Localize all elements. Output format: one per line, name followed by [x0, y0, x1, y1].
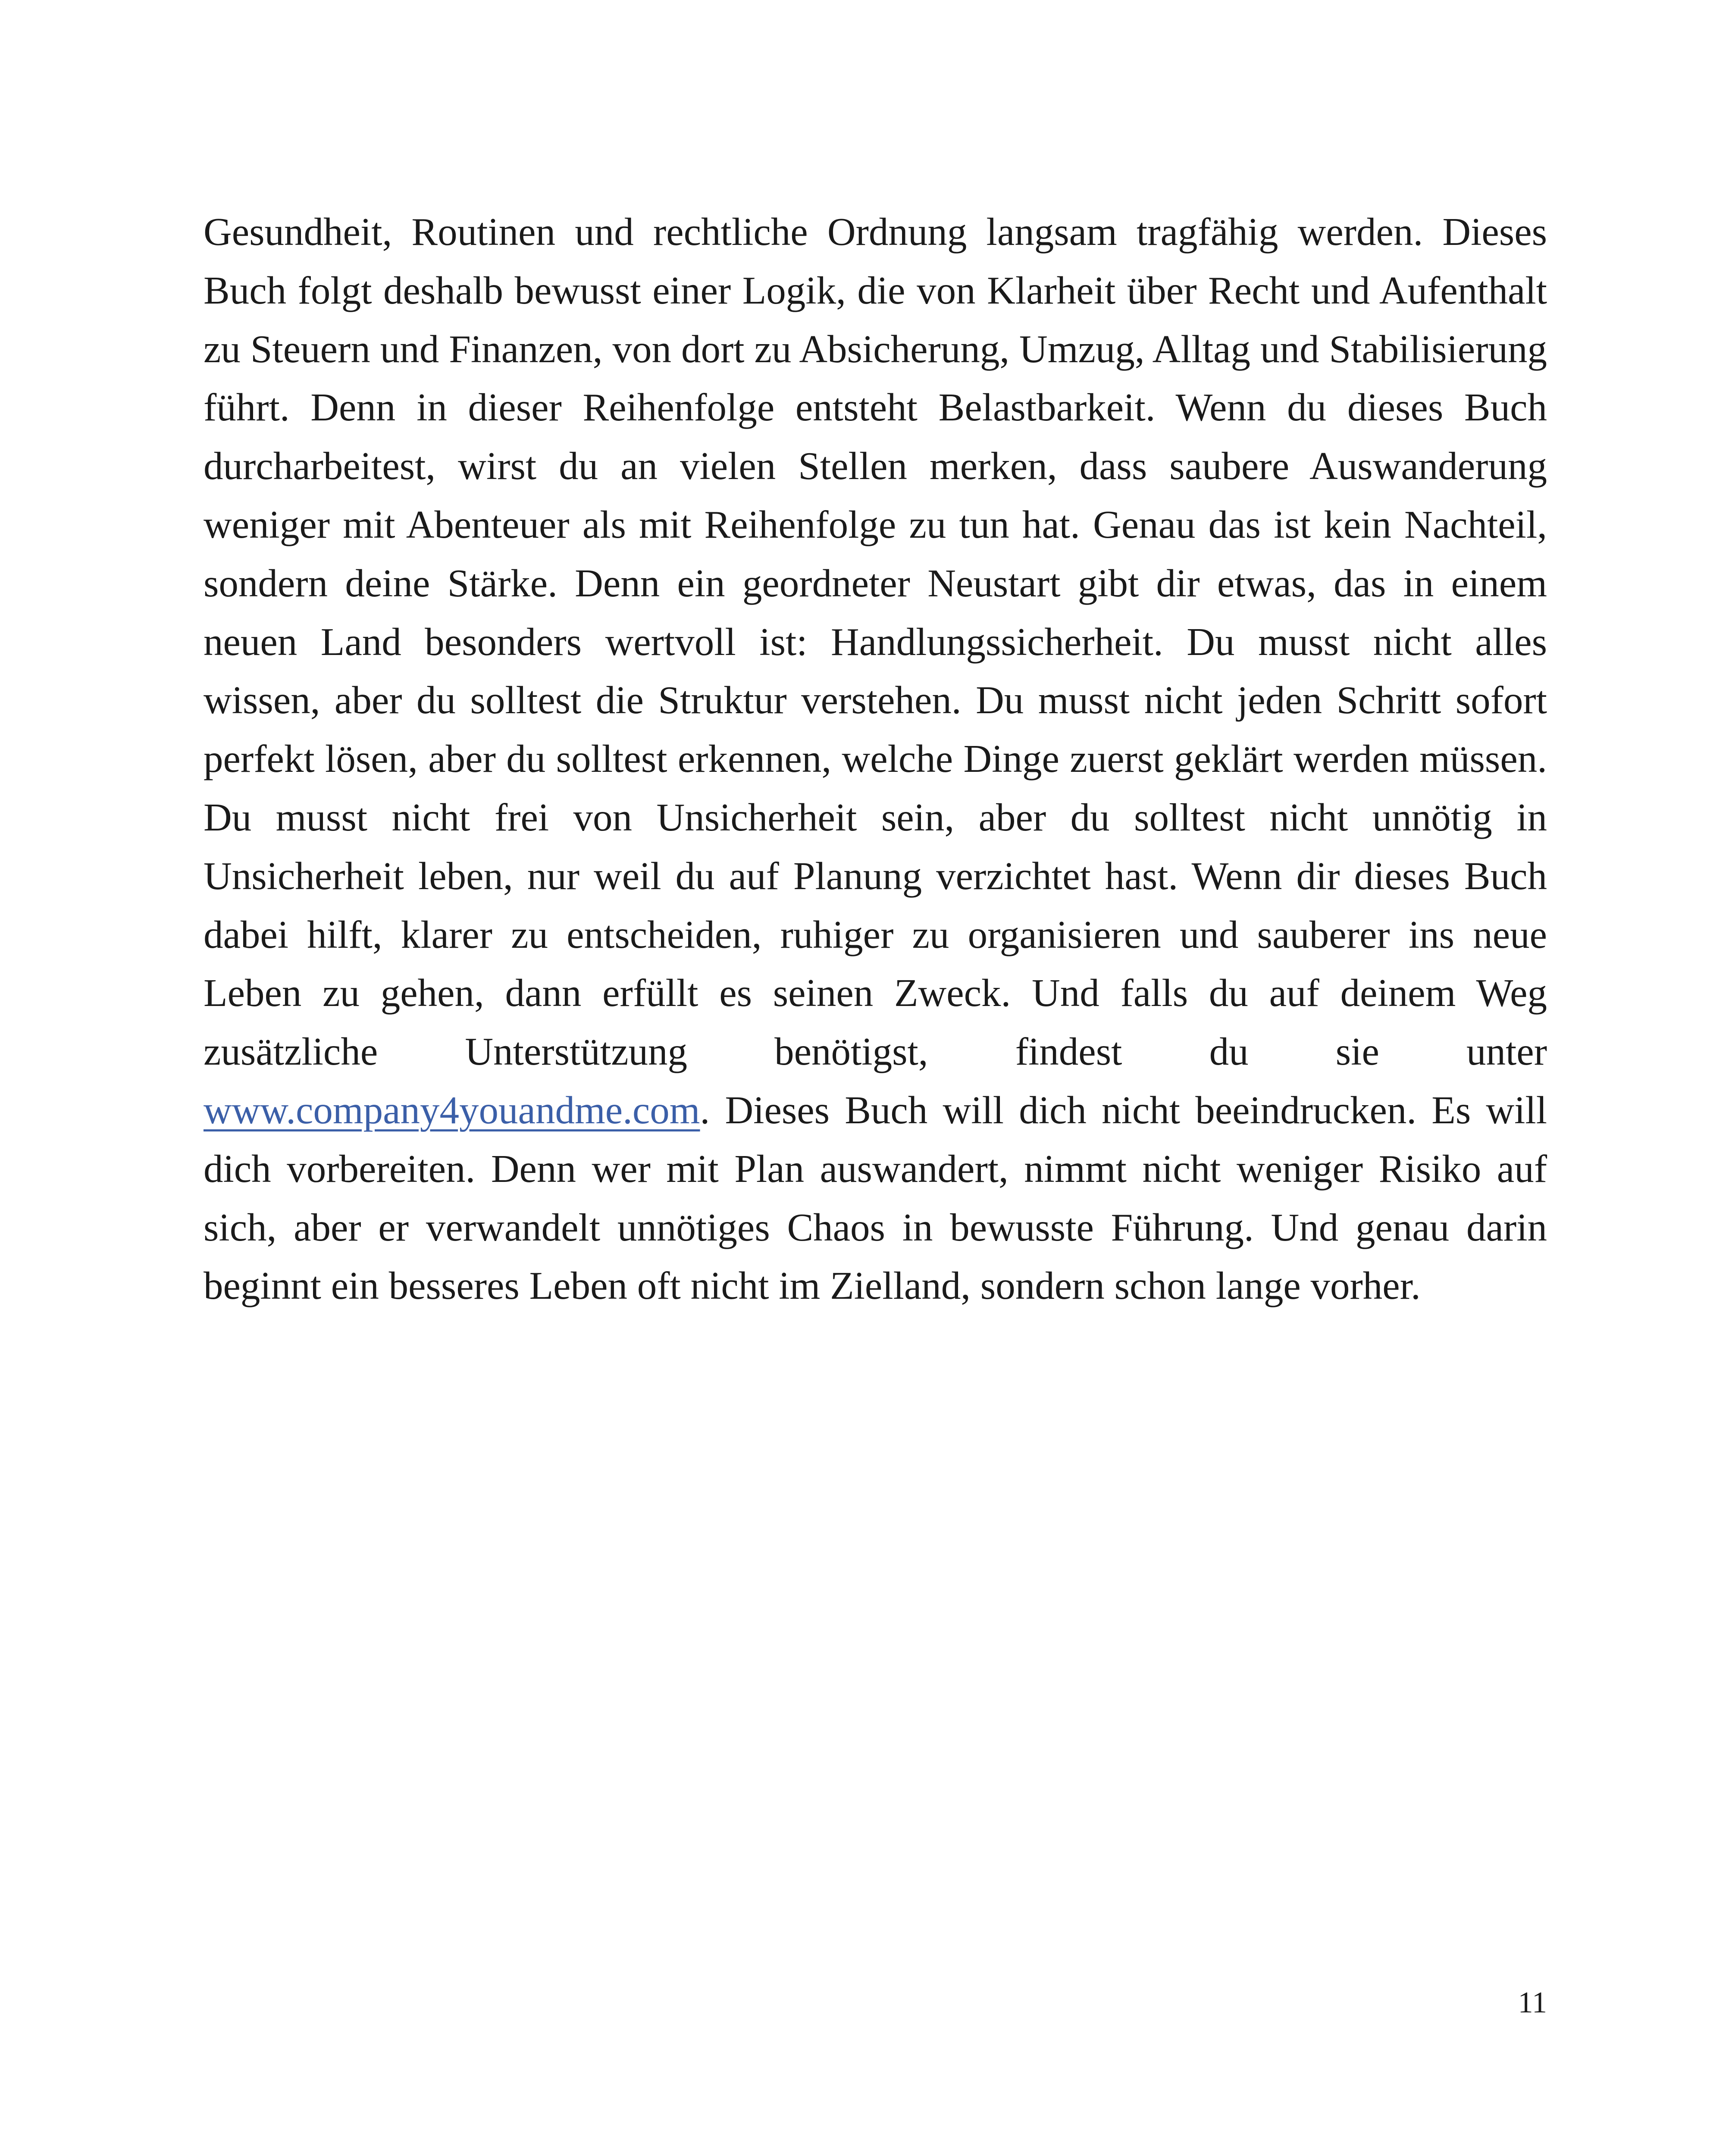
company-website-link[interactable]: www.company4youandme.com [204, 1088, 700, 1132]
page-number: 11 [1518, 1986, 1547, 2019]
paragraph-text-after-link: . Dieses Buch will dich nicht beeindrucken. Es will dich vorbereiten. Denn wer mit Plan auswandert, nimmt nicht weniger Risiko auf sich, aber er verwandelt unnötiges Chaos in bewusste Führung. Und genau darin beginnt ein besseres Leben oft nicht im Zielland, sondern schon lange vorher. [204, 1088, 1547, 1308]
paragraph-text-before-link: Gesundheit, Routinen und rechtliche Ordnung langsam tragfähig werden. Dieses Buch folgt deshalb bewusst einer Logik, die von Klarheit über Recht und Aufenthalt zu Steuern und Finanzen, von dort zu Absicherung, Umzug, Alltag und Stabilisierung führt. Denn in dieser Reihenfolge entsteht Belastbarkeit. Wenn du dieses Buch durcharbeitest, wirst du an vielen Stellen merken, dass saubere Auswanderung weniger mit Abenteuer als mit Reihenfolge zu tun hat. Genau das ist kein Nachteil, sondern deine Stärke. Denn ein geordneter Neustart gibt dir etwas, das in einem neuen Land besonders wertvoll ist: Handlungssicherheit. Du musst nicht alles wissen, aber du solltest die Struktur verstehen. Du musst nicht jeden Schritt sofort perfekt lösen, aber du solltest erkennen, welche Dinge zuerst geklärt werden müssen. Du musst nicht frei von Unsicherheit sein, aber du solltest nicht unnötig in Unsicherheit leben, nur weil du auf Planung verzichtet hast. Wenn dir dieses Buch dabei hilft, klarer zu entscheiden, ruhiger zu organisieren und sauberer ins neue Leben zu gehen, dann erfüllt es seinen Zweck. Und falls du auf deinem Weg zusätzliche Unterstützung benötigst, findest du sie unter [204, 210, 1547, 1074]
body-paragraph [204, 203, 1547, 1315]
